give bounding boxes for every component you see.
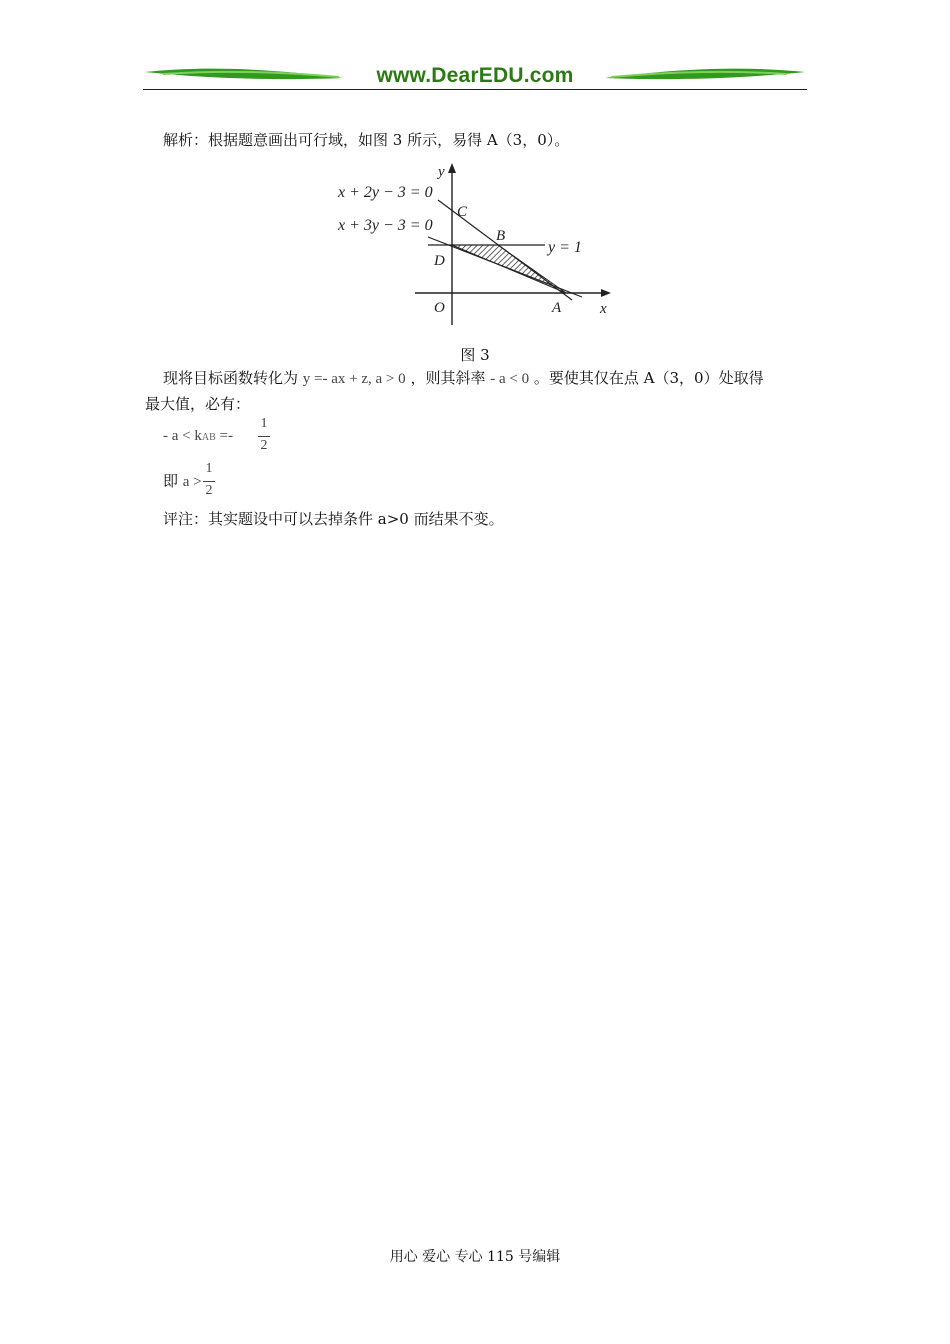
result-line <box>163 471 202 492</box>
x-axis-label: x <box>600 301 607 317</box>
max-value-line: 最大值，必有： <box>145 395 251 413</box>
ineq-frac-numerator: 1 <box>260 416 268 431</box>
result-prefix: 即 <box>163 472 179 490</box>
point-d-label: D <box>434 253 445 269</box>
site-name: www.DearEDU.com <box>376 64 574 87</box>
ineq-frac-denominator: 2 <box>260 438 268 453</box>
origin-label: O <box>434 300 445 316</box>
eq1-label: x + 2y − 3 = 0 <box>338 184 433 201</box>
transform-text-a: 现将目标函数转化为 <box>163 369 299 387</box>
slope-formula: - a < 0 <box>490 371 530 387</box>
ineq-mid: =- <box>215 428 233 444</box>
transform-text-c: 。要使其仅在点 A（3，0）处取得 <box>533 369 764 387</box>
y-axis-label: y <box>438 164 445 180</box>
eq2-label: x + 3y − 3 = 0 <box>338 217 433 234</box>
ineq-left: - a < k <box>163 428 202 444</box>
page-footer: 用心 爱心 专心 115 号编辑 <box>389 1249 561 1265</box>
ineq-subscript: AB <box>201 432 216 443</box>
result-frac-bar <box>203 481 215 482</box>
inequality-line <box>163 426 233 448</box>
transform-text-b: ，则其斜率 <box>410 369 486 387</box>
figure-caption: 图 3 <box>460 346 490 364</box>
analysis-line: 解析：根据题意画出可行域，如图 3 所示，易得 A（3，0）。 <box>163 131 570 149</box>
ineq-frac-bar <box>258 436 270 437</box>
point-b-label: B <box>496 228 506 244</box>
header-rule <box>143 89 807 90</box>
x-axis-arrow-icon <box>601 289 611 297</box>
eq3-label: y = 1 <box>548 239 582 256</box>
comment-line: 评注：其实题设中可以去掉条件 a>0 而结果不变。 <box>163 510 504 528</box>
result-frac-denominator: 2 <box>205 483 213 498</box>
feasible-region-figure <box>330 160 620 334</box>
transform-line <box>163 368 764 389</box>
point-a-label: A <box>552 300 562 316</box>
point-c-label: C <box>457 204 468 220</box>
y-axis-arrow-icon <box>448 163 456 173</box>
result-formula: a > <box>182 474 202 490</box>
result-frac-numerator: 1 <box>205 461 213 476</box>
objective-formula: y =- ax + z, a > 0 <box>302 371 406 387</box>
